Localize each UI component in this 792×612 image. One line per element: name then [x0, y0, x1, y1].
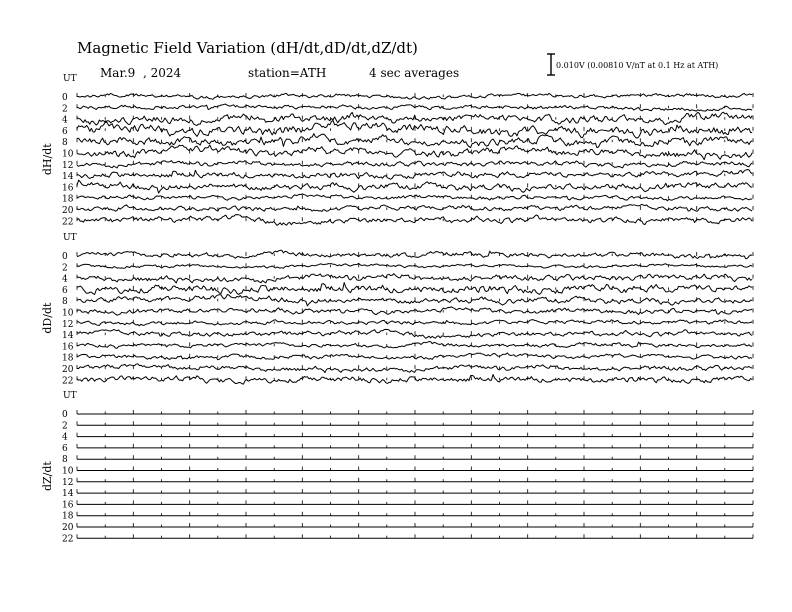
hour-ticks [77, 467, 753, 471]
row-label: 4 [62, 115, 68, 126]
panel-ylabel: dD/dt [41, 302, 54, 334]
row-label: 0 [62, 410, 68, 420]
row-label: 18 [62, 194, 74, 205]
hour-ticks [77, 523, 753, 527]
row-label: 2 [62, 421, 68, 432]
hour-ticks [77, 500, 753, 504]
row-label: 2 [62, 263, 68, 274]
row-label: 8 [62, 138, 68, 149]
row-label: 18 [62, 511, 74, 522]
row-label: 16 [62, 500, 74, 511]
date-label: Mar.9 , 2024 [100, 66, 182, 80]
row-label: 22 [62, 376, 74, 387]
row-label: 20 [62, 365, 74, 375]
panel-ylabel: dH/dt [41, 143, 54, 176]
row-label: 8 [62, 297, 68, 308]
row-label: 6 [62, 285, 68, 296]
hour-ticks [77, 433, 753, 437]
hour-ticks [77, 489, 753, 493]
hour-ticks [77, 444, 753, 448]
hour-ticks [77, 331, 753, 335]
row-label: 12 [62, 477, 74, 488]
row-label: 16 [62, 183, 74, 194]
row-label: 4 [62, 432, 68, 443]
ut-label: UT [63, 391, 77, 401]
row-label: 0 [62, 93, 68, 103]
row-label: 6 [62, 443, 68, 454]
scale-label: 0.010V (0.00810 V/nT at 0.1 Hz at ATH) [556, 61, 719, 70]
hour-ticks [77, 534, 753, 538]
row-label: 20 [62, 523, 74, 533]
row-label: 20 [62, 206, 74, 216]
hour-ticks [77, 512, 753, 516]
panel-ylabel: dZ/dt [41, 461, 54, 492]
station-label: station=ATH [248, 66, 327, 80]
row-label: 12 [62, 319, 74, 330]
row-label: 18 [62, 353, 74, 364]
row-label: 14 [62, 172, 74, 183]
row-label: 14 [62, 331, 74, 342]
row-label: 10 [62, 308, 74, 319]
hour-ticks [77, 183, 753, 187]
scale-bar [547, 54, 555, 75]
hour-ticks [77, 478, 753, 482]
row-label: 10 [62, 149, 74, 160]
row-label: 16 [62, 342, 74, 353]
ut-label: UT [63, 74, 77, 84]
hour-ticks [77, 127, 753, 131]
ut-label: UT [63, 233, 77, 243]
hour-ticks [77, 410, 753, 414]
row-label: 12 [62, 160, 74, 171]
row-label: 22 [62, 534, 74, 545]
row-label: 0 [62, 252, 68, 262]
chart-title: Magnetic Field Variation (dH/dt,dD/dt,dZ/dt) [77, 39, 418, 57]
row-label: 2 [62, 104, 68, 115]
row-label: 14 [62, 489, 74, 500]
row-label: 4 [62, 274, 68, 285]
row-label: 22 [62, 217, 74, 228]
row-label: 6 [62, 126, 68, 137]
series-line [77, 145, 752, 160]
row-label: 8 [62, 455, 68, 466]
hour-ticks [77, 455, 753, 459]
row-label: 10 [62, 466, 74, 477]
series-line [77, 283, 752, 295]
hour-ticks [77, 421, 753, 425]
averaging-label: 4 sec averages [369, 66, 460, 80]
panels [41, 74, 753, 544]
